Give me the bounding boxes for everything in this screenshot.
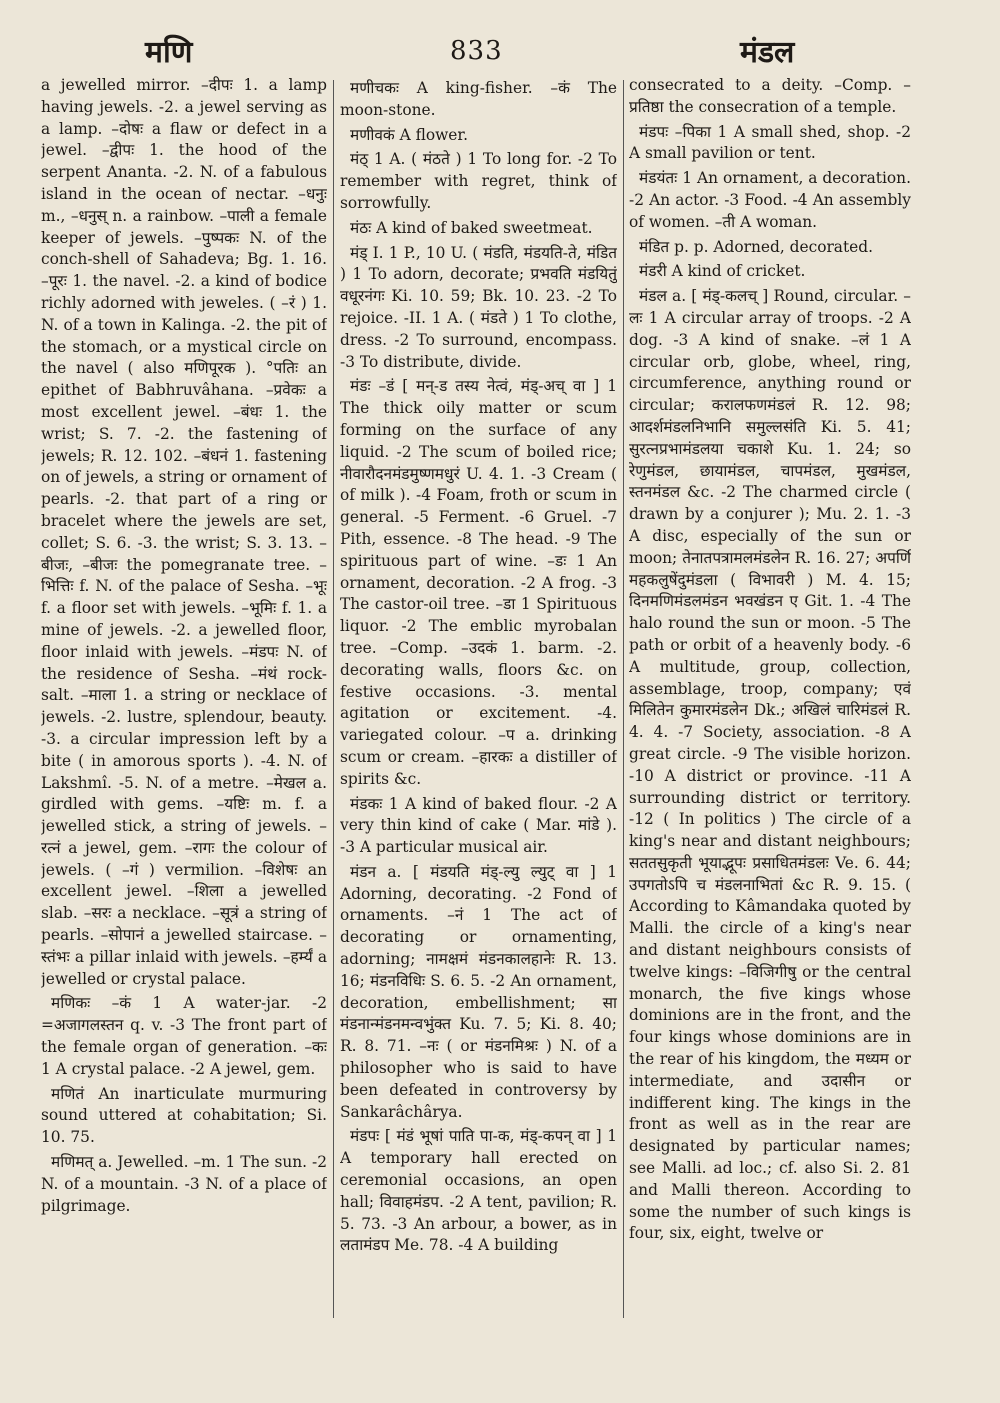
entry-text: मंडल a. [ मंड्-कलच् ] Round, circular. –लः 1 A circular array of troops. -2 A dog. -3 A kind of snake. –लं 1 A circular orb, globe, wheel, ring, circumference, anything round or circular; करालफणमंडलं R. 12. 98; आदर्शमंडलनिभानि समुल्लसंति Ki. 5. 41; सुरत्नप्रभामंडलया चकाशे Ku. 1. 24; so रेणुमंडल, छायामंडल, चापमंडल, मुखमंडल, स्तनमंडल &c. -2 The charmed circle ( drawn by a conjurer ); Mu. 2. 1. -3 A disc, especially of the sun or moon; तेनातपत्रामलमंडलेन R. 16. 27; अपर्णि महकलुषेंदुमंडला ( विभावरी ) M. 4. 15; दिनमणिमंडलमंडन भवखंडन ए Git. 1. -4 The halo round the sun or moon. -5 The path or orbit of a heavenly body. -6 A multitude, group, collection, assemblage, troop, company; एवं मिलितेन कुमारमंडलेन Dk.; अखिलं चारिमंडलं R. 4. 4. -7 Society, association. -8 A great circle. -9 The visible horizon. -10 A district or province. -11 A surrounding district or territory. -12 ( In politics ) The circle of a king's near and distant neighbours; सततसुकृती भूयाद्भूपः प्रसाधितमंडलः Ve. 6. 44; उपगतोऽपि च मंडलनाभितां &c R. 9. 15. ( According to Kâmandaka quoted by Malli. the circle of a king's near and distant neighbours consists of twelve kings: –विजिगीषु or the central monarch, the five kings whose dominions are in the front, and the four kings whose dominions are in the rear of his kingdom, the मध्यम or intermediate, and उदासीन or indifferent king. The kings in the front as well as in the rear are designated by particular names; see Malli. ad loc.; cf. also Si. 2. 81 and Malli thereon. According to some the number of such kings is four, six, eight, twelve or [629,287,911,1243]
page-header [0,0,1000,72]
column-divider [333,80,334,1318]
entry-text: मंठ् 1 A. ( मंठते ) 1 To long for. -2 To remember with regret, think of sorrowfully. [340,150,617,212]
column-left [41,75,327,1323]
column-divider [623,80,624,1318]
entry-text: मंडपः [ मंडं भूषां पाति पा-क, मंड्-कपन् वा ] 1 A temporary hall erected on ceremonial occasions, an open hall; विवाहमंडप. -2 A tent, pavilion; R. 5. 73. -3 An arbour, a bower, as in लतामंडप Me. 78. -4 A building [340,1127,617,1255]
entry-text: मंडन a. [ मंडयति मंड्-ल्यु ल्युट् वा ] 1 Adorning, decorating. -2 Fond of ornaments. –नं 1 The act of decorating or ornamenting, adorning; नामक्षमं मंडनकालहानेः R. 13. 16; मंडनविधिः S. 6. 5. -2 An ornament, decoration, embellishment; सा मंडनान्मंडनमन्वभुंक्त Ku. 7. 5; Ki. 8. 40; R. 8. 71. –नः ( or मंडनमिश्रः ) N. of a philosopher who is said to have been defeated in controversy by Sankarâchârya. [340,862,617,1121]
page-number: 833 [450,36,503,66]
entry-text: मणीवकं A flower. [350,125,468,144]
entry-text: मंडः –डं [ मन्-ड तस्य नेत्वं, मंड्-अच् वा ] 1 The thick oily matter or scum forming on the surface of any liquid. -2 The scum of boiled rice; नीवारौदनमंडमुष्णमधुरं U. 4. 1. -3 Cream ( of milk ). -4 Foam, froth or scum in general. -5 Ferment. -6 Gruel. -7 Pith, essence. -8 The head. -9 The spirituous part of wine. –डः 1 An ornament, decoration. -2 A frog. -3 The castor-oil tree. –डा 1 Spirituous liquor. -2 The emblic myrobalan tree. –Comp. –उदकं 1. barm. -2. decorating walls, floors &c. on festive occasions. -3. mental agitation or excitement. -4. variegated colour. –प a. drinking scum or cream. –हारकः a distiller of spirits &c. [340,377,617,788]
header-last-word: मंडल [740,35,795,70]
column-middle [340,75,617,1323]
entry-text: मंडित p. p. Adorned, decorated. [639,237,874,256]
entry-text: consecrated to a deity. –Comp. –प्रतिष्ठा the consecration of a temple. [629,76,911,116]
entry-text: मंड् I. 1 P., 10 U. ( मंडति, मंडयति-ते, मंडित ) 1 To adorn, decorate; प्रभवति मंडयितुं वधूरनंगः Ki. 10. 59; Bk. 10. 23. -2 To rejoice. -II. 1 A. ( मंडते ) 1 To clothe, dress. -2 To surround, encompass. -3 To distribute, divide. [340,243,617,371]
entry-text: मंडरी A kind of cricket. [639,262,806,281]
entry-text: मणिमत् a. Jewelled. –m. 1 The sun. -2 N. of a mountain. -3 N. of a place of pilgrimage. [41,1153,327,1215]
entry-text: मंडपः –पिका 1 A small shed, shop. -2 A small pavilion or tent. [629,122,911,163]
entry-text: मणितं An inarticulate murmuring sound uttered at cohabitation; Si. 10. 75. [41,1084,327,1147]
entry-text: मणीचकः A king-fisher. –कं The moon-stone. [340,79,617,119]
entry-text: मंडकः 1 A kind of baked flour. -2 A very thin kind of cake ( Mar. मांडे ). -3 A particular musical air. [340,794,617,857]
entry-text: मंठः A kind of baked sweetmeat. [350,218,593,237]
entry-text: a jewelled mirror. –दीपः 1. a lamp having jewels. -2. a jewel serving as a lamp. –दोषः a flaw or defect in a jewel. –द्वीपः 1. the hood of the serpent Ananta. -2. N. of a fabulous island in the ocean of nectar. –धनुः m., –धनुस् n. a rainbow. –पाली a female keeper of jewels. –पुष्पकः N. of the conch-shell of Sahadeva; Bg. 1. 16. –पूरः 1. the navel. -2. a kind of bodice richly adorned with jeweles. ( –रं ) 1. N. of a town in Kalinga. -2. the pit of the stomach, or a mystical circle on the navel ( also मणिपूरक ). °पतिः an epithet of Babhruvâhana. –प्रवेकः a most excellent jewel. –बंधः 1. the wrist; S. 7. -2. the fastening of jewels; R. 12. 102. –बंधनं 1. fastening on of jewels, a string or ornament of pearls. -2. that part of a ring or bracelet where the jewels are set, collet; S. 6. -3. the wrist; S. 3. 13. –बीजः, –बीजः the pomegranate tree. –भित्तिः f. N. of the palace of Sesha. –भूः f. a floor set with jewels. –भूमिः f. 1. a mine of jewels. -2. a jewelled floor, floor inlaid with jewels. –मंडपः N. of the residence of Sesha. –मंथं rock-salt. –माला 1. a string or necklace of jewels. -2. lustre, splendour, beauty. -3. a circular impression left by a bite ( in amorous sports ). -4. N. of Lakshmî. -5. N. of a metre. –मेखल a. girdled with gems. –यष्टिः m. f. a jewelled stick, a string of jewels. –रत्नं a jewel, gem. –रागः the colour of jewels. ( –गं ) vermilion. –विशेषः an excellent jewel. –शिला a jewelled slab. –सरः a necklace. –सूत्रं a string of pearls. –सोपानं a jewelled staircase. –स्तंभः a pillar inlaid with jewels. –हर्म्यं a jewelled or crystal palace. [41,76,327,988]
header-first-word: मणि [145,35,193,70]
entry-text: मंडयंतः 1 An ornament, a decoration. -2 An actor. -3 Food. -4 An assembly of women. –ती A woman. [629,169,911,231]
entry-text: मणिकः –कं 1 A water-jar. -2 =अजागलस्तन q. v. -3 The front part of the female organ of generation. –कः 1 A crystal palace. -2 A jewel, gem. [41,994,327,1078]
column-right [629,75,911,1323]
